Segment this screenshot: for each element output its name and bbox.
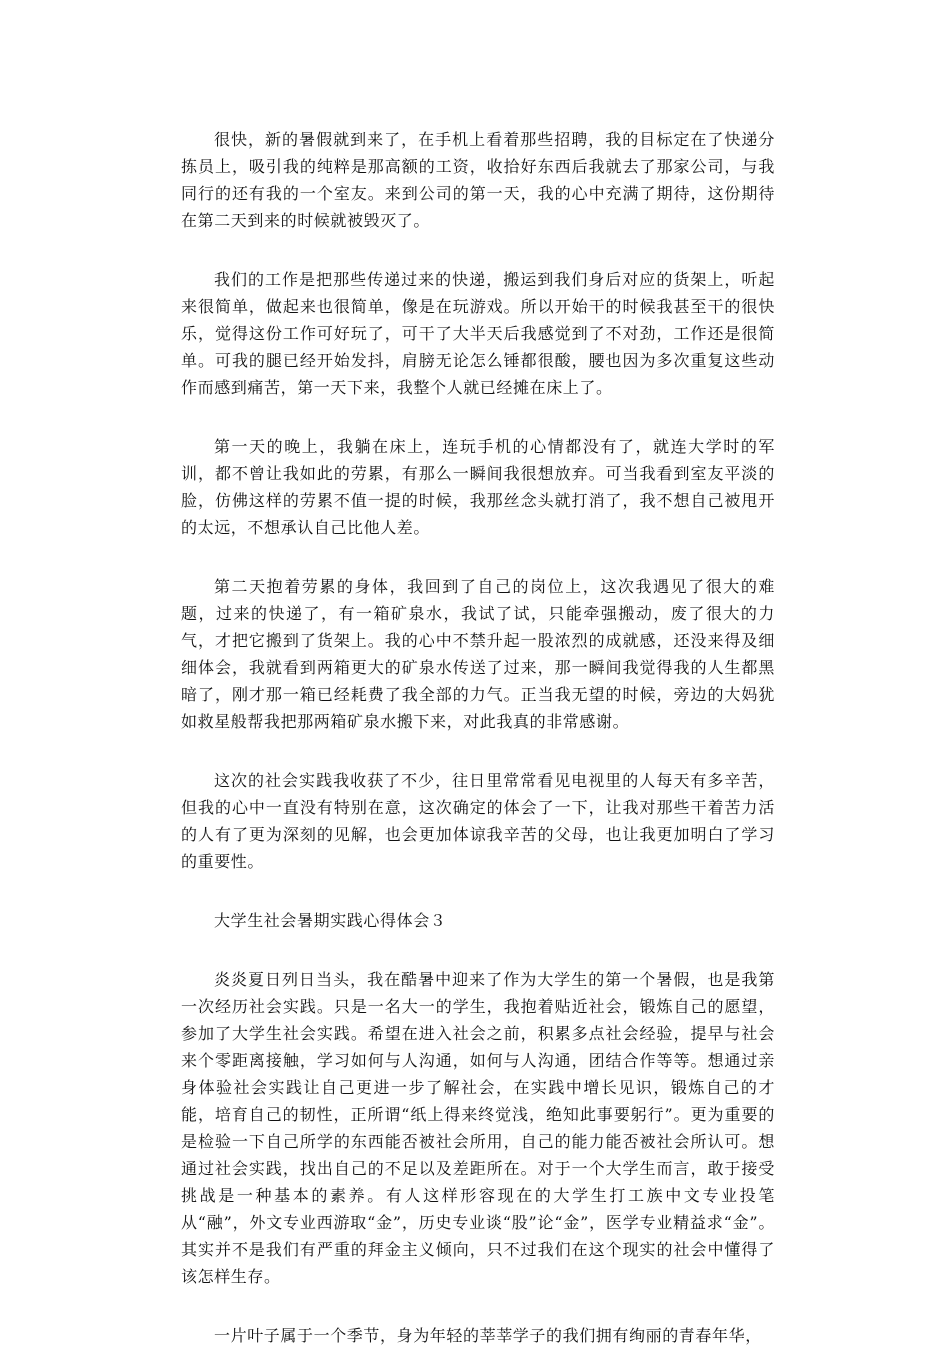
paragraph-spacer	[181, 1290, 775, 1322]
paragraph-spacer	[181, 735, 775, 767]
document-body	[181, 126, 775, 1349]
section-heading: 大学生社会暑期实践心得体会３	[214, 911, 447, 930]
paragraph-summer-practice: 炎炎夏日列日当头，我在酷暑中迎来了作为大学生的第一个暑假，也是我第一次经历社会实践。只是一名大一的学生，我抱着贴近社会，锻炼自己的愿望，参加了大学生社会实践。希望在进入社会之前，积累多点社会经验，提早与社会来个零距离接触，学习如何与人沟通，如何与人沟通，团结合作等等。想通过亲身体验社会实践让自己更进一步了解社会，在实践中增长见识，锻炼自己的才能，培育自己的韧性，正所谓“纸上得来终觉浅，绝知此事要躬行”。更为重要的是检验一下自己所学的东西能否被社会所用，自己的能力能否被社会所认可。想通过社会实践，找出自己的不足以及差距所在。对于一个大学生而言，敢于接受挑战是一种基本的素养。有人这样形容现在的大学生打工族中文专业投笔从“融”，外文专业西游取“金”，历史专业谈“股”论“金”，医学专业精益求“金”。其实并不是我们有严重的拜金主义倾向，只不过我们在这个现实的社会中懂得了该怎样生存。	[181, 970, 775, 1286]
paragraph-spacer	[181, 875, 775, 907]
paragraph-job-start: 很快，新的暑假就到来了，在手机上看着那些招聘，我的目标定在了快递分拣员上，吸引我的纯粹是那高额的工资，收拾好东西后我就去了那家公司，与我同行的还有我的一个室友。来到公司的第一天，我的心中充满了期待，这份期待在第二天到来的时候就被毁灭了。	[181, 130, 775, 230]
paragraph-spacer	[181, 934, 775, 966]
paragraph-spacer	[181, 401, 775, 433]
paragraph-leaf-season: 一片叶子属于一个季节，身为年轻的莘莘学子的我们拥有绚丽的青春年华，	[214, 1326, 762, 1345]
paragraph-spacer	[181, 541, 775, 573]
paragraph-spacer	[181, 234, 775, 266]
paragraph-first-night: 第一天的晚上，我躺在床上，连玩手机的心情都没有了，就连大学时的军训，都不曾让我如此的劳累，有那么一瞬间我很想放弃。可当我看到室友平淡的脸，仿佛这样的劳累不值一提的时候，我那丝念头就打消了，我不想自己被甩开的太远，不想承认自己比他人差。	[181, 437, 775, 537]
paragraph-work-description: 我们的工作是把那些传递过来的快递，搬运到我们身后对应的货架上，听起来很简单，做起来也很简单，像是在玩游戏。所以开始干的时候我甚至干的很快乐，觉得这份工作可好玩了，可干了大半天后我感觉到了不对劲，工作还是很简单。可我的腿已经开始发抖，肩膀无论怎么锤都很酸，腰也因为多次重复这些动作而感到痛苦，第一天下来，我整个人就已经摊在床上了。	[181, 270, 775, 397]
paragraph-reflection: 这次的社会实践我收获了不少，往日里常常看见电视里的人每天有多辛苦，但我的心中一直没有特别在意，这次确定的体会了一下，让我对那些干着苦力活的人有了更为深刻的见解，也会更加体谅我辛苦的父母，也让我更加明白了学习的重要性。	[181, 771, 775, 871]
paragraph-second-day: 第二天抱着劳累的身体，我回到了自己的岗位上，这次我遇见了很大的难题，过来的快递了，有一箱矿泉水，我试了试，只能牵强搬动，废了很大的力气，才把它搬到了货架上。我的心中不禁升起一股浓烈的成就感，还没来得及细细体会，我就看到两箱更大的矿泉水传送了过来，那一瞬间我觉得我的人生都黑暗了，刚才那一箱已经耗费了我全部的力气。正当我无望的时候，旁边的大妈犹如救星般帮我把那两箱矿泉水搬下来，对此我真的非常感谢。	[181, 577, 775, 731]
